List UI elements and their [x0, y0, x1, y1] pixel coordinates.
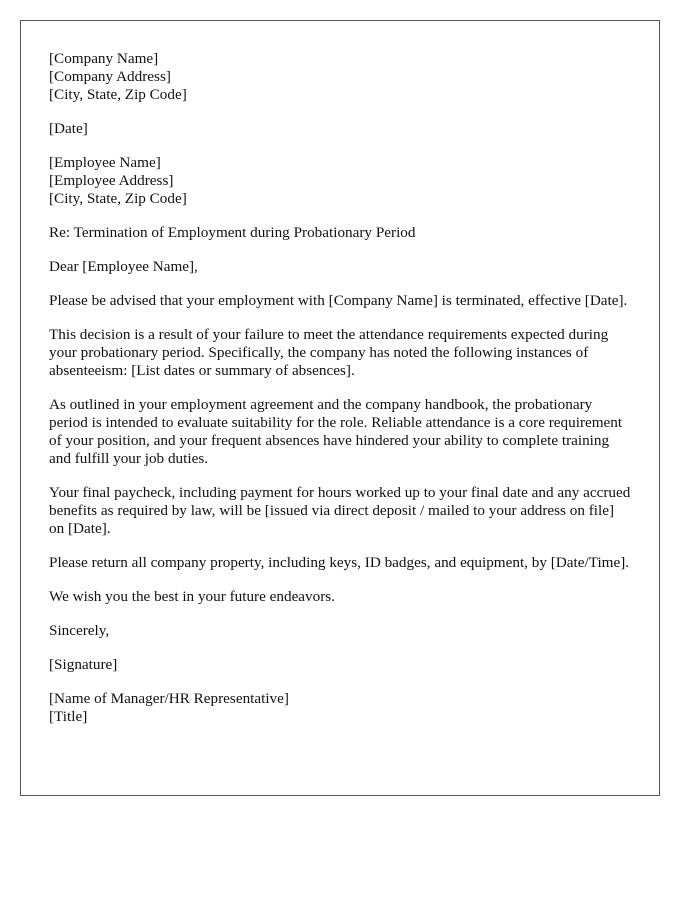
paragraph-return-property: Please return all company property, including keys, ID badges, and equipment, by [Date/Time].	[49, 554, 630, 571]
sender-company-address: [Company Address]	[49, 68, 171, 85]
recipient-city-state-zip: [City, State, Zip Code]	[49, 190, 187, 207]
date-block	[49, 120, 631, 138]
letter-date: [Date]	[49, 120, 88, 137]
paragraph-final-paycheck: Your final paycheck, including payment for hours worked up to your final date and any accrued benefits as required by law, will be [issued via direct deposit / mailed to your address on file] on [Date].	[49, 484, 631, 537]
paragraph-termination-notice: Please be advised that your employment with [Company Name] is terminated, effective [Date].	[49, 292, 628, 309]
signer-name: [Name of Manager/HR Representative]	[49, 690, 289, 707]
paragraph-well-wishes: We wish you the best in your future endeavors.	[49, 588, 336, 605]
recipient-employee-name: [Employee Name]	[49, 154, 161, 171]
sender-city-state-zip: [City, State, Zip Code]	[49, 86, 187, 103]
recipient-employee-address: [Employee Address]	[49, 172, 174, 189]
sender-company-name: [Company Name]	[49, 50, 159, 67]
signature-placeholder: [Signature]	[49, 656, 118, 673]
closing: Sincerely,	[49, 622, 110, 639]
sender-address-block	[49, 50, 631, 104]
recipient-address-block	[49, 154, 631, 208]
subject-line: Re: Termination of Employment during Probationary Period	[49, 224, 416, 241]
salutation: Dear [Employee Name],	[49, 258, 198, 275]
letter-document	[20, 20, 660, 796]
signer-block	[49, 690, 631, 726]
paragraph-reason: This decision is a result of your failure to meet the attendance requirements expected during your probationary period. Specifically, the company has noted the following instances of absenteeism: [List dates or summary of absences].	[49, 326, 609, 379]
signer-title: [Title]	[49, 708, 88, 725]
paragraph-policy: As outlined in your employment agreement and the company handbook, the probationary period is intended to evaluate suitability for the role. Reliable attendance is a core requirement of your position, and your frequent absences have hindered your ability to complete training and fulfill your job duties.	[49, 396, 623, 467]
